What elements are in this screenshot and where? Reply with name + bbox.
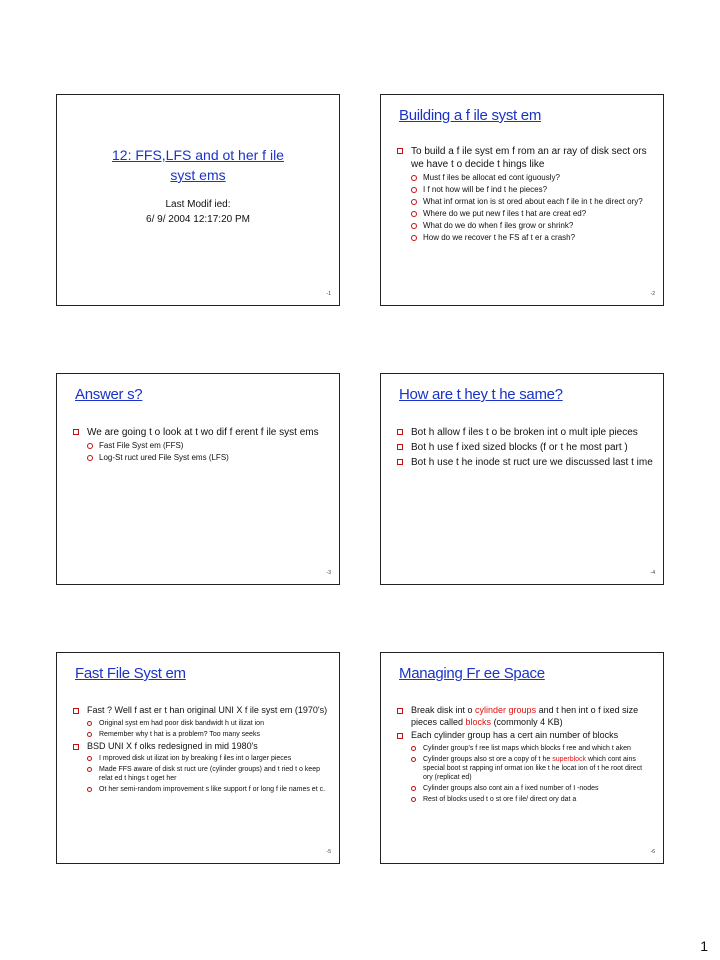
circle-bullet-icon [87,455,93,461]
square-bullet-icon [73,429,79,435]
circle-bullet-icon [411,786,416,791]
slide-3-bullets [73,426,329,465]
square-bullet-icon [397,148,403,154]
slide-6 [380,652,664,864]
circle-bullet-icon [87,787,92,792]
sub-bullet-item: Log-St ruct ured File Syst ems (LFS) [73,453,329,463]
square-bullet-icon [397,708,403,714]
sub-bullet-item: What inf ormat ion is st ored about each f ile in t he direct ory? [397,197,653,207]
circle-bullet-icon [411,175,417,181]
slide-4-bullets [397,426,653,471]
slide-2 [380,94,664,306]
slide-2-title: Building a f ile syst em [399,107,542,124]
slide-6-bullets [397,705,653,806]
sub-bullet-item: How do we recover t he FS af t er a crash? [397,233,653,243]
square-bullet-icon [397,459,403,465]
circle-bullet-icon [87,721,92,726]
slide-number: -5 [326,849,331,855]
slide-1-title-line2: syst ems [170,167,226,183]
slide-2-bullets [397,145,653,245]
sub-bullet-item: Cylinder group's f ree list maps which blocks f ree and which t aken [397,744,653,753]
bullet-item: BSD UNI X f olks redesigned in mid 1980's [73,741,329,753]
sub-bullet-item: Cylinder groups also cont ain a f ixed number of I -nodes [397,784,653,793]
slide-5 [56,652,340,864]
slide-number: -1 [326,291,331,297]
sub-bullet-item: Fast File Syst em (FFS) [73,441,329,451]
square-bullet-icon [397,429,403,435]
circle-bullet-icon [411,187,417,193]
page-number: 1 [700,938,708,954]
sub-bullet-item: What do we do when f iles grow or shrink? [397,221,653,231]
sub-bullet-item: Where do we put new f iles t hat are creat ed? [397,209,653,219]
slide-1 [56,94,340,306]
bullet-item: Bot h allow f iles t o be broken int o mult iple pieces [397,426,653,439]
circle-bullet-icon [411,746,416,751]
slide-3 [56,373,340,585]
circle-bullet-icon [87,767,92,772]
circle-bullet-icon [411,223,417,229]
sub-bullet-item: Made FFS aware of disk st ruct ure (cylinder groups) and t ried t o keep relat ed t hings t oget her [73,765,329,783]
circle-bullet-icon [411,757,416,762]
sub-bullet-item: Remember why t hat is a problem? Too many seeks [73,730,329,739]
square-bullet-icon [73,708,79,714]
slide-6-title: Managing Fr ee Space [399,665,545,682]
sub-bullet-item: Rest of blocks used t o st ore f ile/ direct ory dat a [397,795,653,804]
highlight-term: superblock [552,755,587,763]
circle-bullet-icon [411,199,417,205]
circle-bullet-icon [411,211,417,217]
bullet-item: To build a f ile syst em f rom an ar ray of disk sect ors we have t o decide t hings like [397,145,653,171]
bullet-item: We are going t o look at t wo dif f erent f ile syst ems [73,426,329,439]
last-modified-label: Last Modif ied: [165,199,231,210]
slide-4 [380,373,664,585]
circle-bullet-icon [411,235,417,241]
highlight-term: cylinder groups [475,705,537,715]
slide-5-bullets [73,705,329,796]
bullet-item: Each cylinder group has a cert ain number of blocks [397,730,653,742]
sub-bullet-item: Original syst em had poor disk bandwidt h ut ilizat ion [73,719,329,728]
sub-bullet-item: I f not how will be f ind t he pieces? [397,185,653,195]
slide-4-title: How are t hey t he same? [399,386,563,403]
bullet-item: Fast ? Well f ast er t han original UNI X f ile syst em (1970's) [73,705,329,717]
square-bullet-icon [73,744,79,750]
sub-bullet-item: I mproved disk ut ilizat ion by breaking f iles int o larger pieces [73,754,329,763]
slide-number: -4 [650,570,655,576]
square-bullet-icon [397,444,403,450]
circle-bullet-icon [411,797,416,802]
sub-bullet-item: Ot her semi-random improvement s like support f or long f ile names et c. [73,785,329,794]
sub-bullet-item: Must f iles be allocat ed cont iguously? [397,173,653,183]
slide-1-title [57,145,339,185]
square-bullet-icon [397,733,403,739]
slide-number: -2 [650,291,655,297]
circle-bullet-icon [87,756,92,761]
circle-bullet-icon [87,443,93,449]
bullet-item: Bot h use t he inode st ruct ure we discussed last t ime [397,456,653,469]
bullet-item: Break disk int o cylinder groups and t hen int o f ixed size pieces called blocks (commonly 4 KB) [397,705,653,728]
bullet-item: Bot h use f ixed sized blocks (f or t he most part ) [397,441,653,454]
slide-5-title: Fast File Syst em [75,665,186,682]
slide-3-title: Answer s? [75,386,143,403]
sub-bullet-item: Cylinder groups also st ore a copy of t he superblock which cont ains special boot st rapping inf ormat ion like t he locat ion of t he root direct ory (replicat ed) [397,755,653,782]
circle-bullet-icon [87,732,92,737]
last-modified-date: 6/ 9/ 2004 12:17:20 PM [146,214,250,225]
slide-number: -6 [650,849,655,855]
slide-1-title-line1: 12: FFS,LFS and ot her f ile [112,147,284,163]
highlight-term: blocks [465,716,492,727]
slide-number: -3 [326,570,331,576]
